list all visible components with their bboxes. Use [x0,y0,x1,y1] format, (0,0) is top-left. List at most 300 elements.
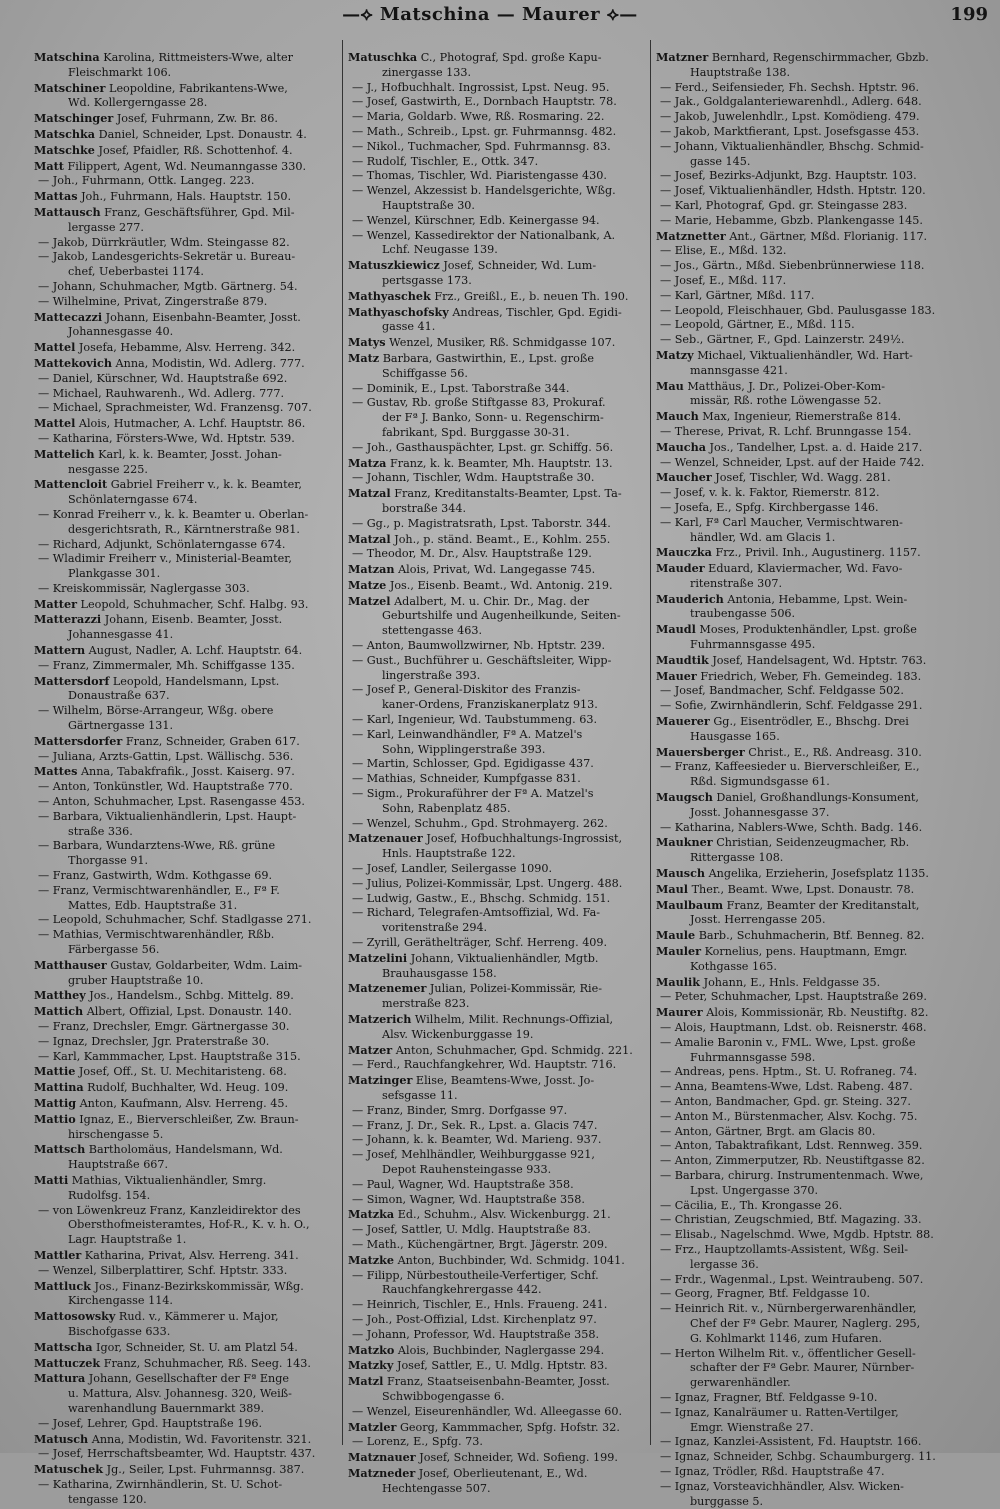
directory-entry: Matzal Joh., p. ständ. Beamt., E., Kohlm. 255. [348,532,644,548]
directory-entry: Mattes Anna, Tabakfrafik., Josst. Kaiserg. 97. [34,764,336,780]
directory-entry: Mauler Kornelius, pens. Hauptmann, Emgr. [656,944,966,960]
entry-surname: Matschinger [34,111,113,125]
entry-surname: Maugsch [656,790,713,804]
sub-entry: — Christian, Zeugschmied, Btf. Magazing. 33. [656,1213,966,1228]
sub-entry: — Julius, Polizei-Kommissär, Lpst. Ungerg. 488. [348,877,644,892]
directory-entry: Maulik Johann, E., Hnls. Feldgasse 35. [656,975,966,991]
entry-continuation: hirschengasse 5. [34,1128,336,1143]
directory-entry: Matt Filippert, Agent, Wd. Neumanngasse 330. [34,159,336,175]
sub-entry: — Gust., Buchführer u. Geschäftsleiter, Wipp- [348,654,644,669]
sub-entry: — Kreiskommissär, Naglergasse 303. [34,582,336,597]
entry-surname: Mauler [656,944,701,958]
directory-entry: Mauer Friedrich, Weber, Fh. Gemeindeg. 183. [656,669,966,685]
entry-continuation: Brauhausgasse 158. [348,967,644,982]
entry-continuation: merstraße 823. [348,997,644,1012]
entry-continuation: straße 336. [34,825,336,840]
directory-entry: Mattura Johann, Gesellschafter der Fª Enge [34,1371,336,1387]
sub-entry: — Sofie, Zwirnhändlerin, Schf. Feldgasse 291. [656,699,966,714]
sub-entry: — Anton, Zimmerputzer, Rb. Neustiftgasse 82. [656,1154,966,1169]
entry-surname: Mausch [656,866,705,880]
entry-surname: Matzka [348,1207,394,1221]
sub-entry: — Elisab., Nagelschmd. Wwe, Mgdb. Hptstr. 88. [656,1228,966,1243]
entry-surname: Matterazzi [34,612,101,626]
entry-surname: Mauczka [656,545,712,559]
entry-continuation: warenhandlung Bauernmarkt 389. [34,1402,336,1417]
entry-continuation: Rittergasse 108. [656,851,966,866]
directory-entry: Matzenauer Josef, Hofbuchhaltungs-Ingrossist, [348,831,644,847]
sub-entry: — Therese, Privat, R. Lchf. Brunngasse 154. [656,425,966,440]
directory-entry: Maucha Jos., Tandelher, Lpst. a. d. Haide 217. [656,440,966,456]
sub-entry: — Dominik, E., Lpst. Taborstraße 344. [348,382,644,397]
entry-continuation: Emgr. Wienstraße 27. [656,1421,966,1436]
sub-entry: — Franz, Vermischtwarenhändler, E., Fª F. [34,884,336,899]
sub-entry: — Wilhelmine, Privat, Zingerstraße 879. [34,295,336,310]
directory-entry: Mauczka Frz., Privil. Inh., Augustinerg. 1157. [656,545,966,561]
entry-surname: Matza [348,456,386,470]
directory-entry: Mattscha Igor, Schneider, St. U. am Platzl 54. [34,1340,336,1356]
entry-continuation: pertsgasse 173. [348,274,644,289]
directory-entry: Matz Barbara, Gastwirthin, E., Lpst. große [348,351,644,367]
sub-entry: — Simon, Wagner, Wd. Hauptstraße 358. [348,1193,644,1208]
directory-entry: Maul Ther., Beamt. Wwe, Lpst. Donaustr. 78. [656,882,966,898]
sub-entry: — Karl, Leinwandhändler, Fª A. Matzel's [348,728,644,743]
entry-surname: Mattura [34,1371,85,1385]
sub-entry: — Anton, Tonkünstler, Wd. Hauptstraße 770. [34,780,336,795]
entry-surname: Mauerer [656,714,710,728]
sub-entry: — Josef, Gastwirth, E., Dornbach Hauptstr. 78. [348,95,644,110]
entry-surname: Mattersdorfer [34,734,122,748]
column-divider [650,40,651,1445]
directory-entry: Mattel Josefa, Hebamme, Alsv. Herreng. 342. [34,340,336,356]
entry-surname: Mattekovich [34,356,112,370]
directory-entry: Matzy Michael, Viktualienhändler, Wd. Hart- [656,348,966,364]
sub-entry: — Theodor, M. Dr., Alsv. Hauptstraße 129. [348,547,644,562]
entry-continuation: Plankgasse 301. [34,567,336,582]
sub-entry: — Karl, Ingenieur, Wd. Taubstummeng. 63. [348,713,644,728]
directory-entry: Mattig Anton, Kaufmann, Alsv. Herreng. 45. [34,1096,336,1112]
entry-continuation: schafter der Fª Gebr. Maurer, Nürnber- [656,1361,966,1376]
entry-surname: Mauch [656,409,699,423]
sub-entry: — Josef, v. k. k. Faktor, Riemerstr. 812. [656,486,966,501]
entry-surname: Matze [348,578,386,592]
sub-entry: — Filipp, Nürbestoutheile-Verfertiger, Schf. [348,1269,644,1284]
sub-entry: — Ignaz, Kanzlei-Assistent, Fd. Hauptstr. 166. [656,1435,966,1450]
entry-continuation: gerwarenhändler. [656,1376,966,1391]
entry-surname: Mathyaschek [348,289,431,303]
directory-entry: Mattecazzi Johann, Eisenbahn-Beamter, Josst. [34,310,336,326]
sub-entry: — Josef, Viktualienhändler, Hdsth. Hptstr. 120. [656,184,966,199]
directory-entry: Matzel Adalbert, M. u. Chir. Dr., Mag. der [348,594,644,610]
directory-entry: Matter Leopold, Schuhmacher, Schf. Halbg. 93. [34,597,336,613]
entry-surname: Maucher [656,470,712,484]
entry-surname: Matschiner [34,81,105,95]
directory-entry: Matterazzi Johann, Eisenb. Beamter, Josst. [34,612,336,628]
sub-entry: — Amalie Baronin v., FML. Wwe, Lpst. große [656,1036,966,1051]
column-2 [348,50,644,1445]
directory-entry: Matusch Anna, Modistin, Wd. Favoritenstr. 321. [34,1432,336,1448]
sub-entry: — Ludwig, Gastw., E., Bhschg. Schmidg. 151. [348,892,644,907]
directory-entry: Mathyaschek Frz., Greißl., E., b. neuen Th. 190. [348,289,644,305]
sub-entry: — Jakob, Juwelenhdlr., Lpst. Komödieng. 479. [656,110,966,125]
entry-surname: Matter [34,597,77,611]
sub-entry: — Jakob, Dürrkräutler, Wdm. Steingasse 82. [34,236,336,251]
entry-continuation: lingerstraße 393. [348,669,644,684]
entry-surname: Matuszkiewicz [348,258,440,272]
sub-entry: — Anton, Bandmacher, Gpd. gr. Steing. 327. [656,1095,966,1110]
entry-continuation: desgerichtsrath, R., Kärntnerstraße 981. [34,523,336,538]
sub-entry: — Wenzel, Schneider, Lpst. auf der Haide 742. [656,456,966,471]
entry-continuation: lergasse 277. [34,221,336,236]
sub-entry: — Zyrill, Geräthelträger, Schf. Herreng. 409. [348,936,644,951]
directory-entry: Matschiner Leopoldine, Fabrikantens-Wwe, [34,81,336,97]
entry-surname: Matzner [656,50,708,64]
entry-surname: Matzneder [348,1466,415,1480]
sub-entry: — Frdr., Wagenmal., Lpst. Weintraubeng. 507. [656,1273,966,1288]
running-head: —⟡ Matschina — Maurer ⟡— [340,4,640,25]
sub-entry: — Richard, Telegrafen-Amtsoffizial, Wd. Fa- [348,906,644,921]
directory-entry: Matthey Jos., Handelsm., Schbg. Mittelg. 89. [34,988,336,1004]
entry-continuation: lergasse 36. [656,1258,966,1273]
sub-entry: — Mathias, Schneider, Kumpfgasse 831. [348,772,644,787]
sub-entry: — Heinrich, Tischler, E., Hnls. Fraueng. 241. [348,1298,644,1313]
sub-entry: — Ignaz, Drechsler, Jgr. Praterstraße 30. [34,1035,336,1050]
directory-entry: Matzan Alois, Privat, Wd. Langegasse 745. [348,562,644,578]
entry-continuation: Schwibbogengasse 6. [348,1390,644,1405]
entry-surname: Matz [348,351,379,365]
directory-entry: Mattern August, Nadler, A. Lchf. Hauptstr. 64. [34,643,336,659]
entry-surname: Mauer [656,669,697,683]
sub-entry: — Josef, Landler, Seilergasse 1090. [348,862,644,877]
entry-continuation: gruber Hauptstraße 10. [34,974,336,989]
entry-surname: Mauersberger [656,745,745,759]
entry-continuation: Färbergasse 56. [34,943,336,958]
entry-continuation: Hausgasse 165. [656,730,966,745]
entry-continuation: zinergasse 133. [348,66,644,81]
sub-entry: — Seb., Gärtner, F., Gpd. Lainzerstr. 249½. [656,333,966,348]
entry-surname: Matthey [34,988,86,1002]
directory-entry: Mattler Katharina, Privat, Alsv. Herreng. 341. [34,1248,336,1264]
sub-entry: — Thomas, Tischler, Wd. Piaristengasse 430. [348,169,644,184]
entry-surname: Maulbaum [656,898,723,912]
directory-entry: Matschina Karolina, Rittmeisters-Wwe, alter [34,50,336,66]
sub-entry: — Anton, Tabaktrafikant, Ldst. Rennweg. 359. [656,1139,966,1154]
entry-surname: Matusch [34,1432,88,1446]
sub-entry: — Johann, k. k. Beamter, Wd. Marieng. 937. [348,1133,644,1148]
sub-entry: — Mathias, Vermischtwarenhändler, Rßb. [34,928,336,943]
directory-entry: Matzke Anton, Buchbinder, Wd. Schmidg. 1041. [348,1253,644,1269]
entry-continuation: Sohn, Rabenplatz 485. [348,802,644,817]
entry-surname: Matzinger [348,1073,412,1087]
entry-continuation: Lagr. Hauptstraße 1. [34,1233,336,1248]
entry-continuation: Fleischmarkt 106. [34,66,336,81]
sub-entry: — Karl, Gärtner, Mßd. 117. [656,289,966,304]
sub-entry: — Ignaz, Trödler, Rßd. Hauptstraße 47. [656,1465,966,1480]
entry-surname: Matzke [348,1253,394,1267]
directory-entry: Mattich Albert, Offizial, Lpst. Donaustr. 140. [34,1004,336,1020]
entry-continuation: Hauptstraße 30. [348,199,644,214]
entry-surname: Mattencloit [34,477,107,491]
entry-continuation: Schönlaterngasse 674. [34,493,336,508]
sub-entry: — Gustav, Rb. große Stiftgasse 83, Prokuraf. [348,396,644,411]
sub-entry: — Josefa, E., Spfg. Kirchbergasse 146. [656,501,966,516]
sub-entry: — Johann, Viktualienhändler, Bhschg. Schmid- [656,140,966,155]
sub-entry: — Franz, Zimmermaler, Mh. Schiffgasse 135. [34,659,336,674]
sub-entry: — Franz, J. Dr., Sek. R., Lpst. a. Glacis 747. [348,1119,644,1134]
sub-entry: — Wenzel, Silberplattirer, Schf. Hptstr. 333. [34,1264,336,1279]
entry-surname: Mattluck [34,1279,91,1293]
entry-continuation: Gärtnergasse 131. [34,719,336,734]
entry-surname: Matuschka [348,50,417,64]
sub-entry: — Elise, E., Mßd. 132. [656,244,966,259]
entry-continuation: Lchf. Neugasse 139. [348,243,644,258]
sub-entry: — Math., Schreib., Lpst. gr. Fuhrmannsg. 482. [348,125,644,140]
entry-continuation: Rauchfangkehrergasse 442. [348,1283,644,1298]
sub-entry: — Leopold, Fleischhauer, Gbd. Paulusgasse 183. [656,304,966,319]
sub-entry: — Daniel, Kürschner, Wd. Hauptstraße 692. [34,372,336,387]
sub-entry: — Rudolf, Tischler, E., Ottk. 347. [348,155,644,170]
directory-entry: Matti Mathias, Viktualienhändler, Smrg. [34,1173,336,1189]
directory-entry: Matzelini Johann, Viktualienhändler, Mgtb. [348,951,644,967]
sub-entry: — Paul, Wagner, Wd. Hauptstraße 358. [348,1178,644,1193]
entry-surname: Matzan [348,562,395,576]
entry-surname: Matys [348,335,386,349]
sub-entry: — Georg, Fragner, Btf. Feldgasse 10. [656,1287,966,1302]
directory-entry: Mattosowsky Rud. v., Kämmerer u. Major, [34,1309,336,1325]
directory-entry: Matzenemer Julian, Polizei-Kommissär, Rie- [348,981,644,997]
entry-continuation: missär, Rß. rothe Löwengasse 52. [656,394,966,409]
sub-entry: — Alois, Hauptmann, Ldst. ob. Reisnerstr. 468. [656,1021,966,1036]
directory-entry: Maudl Moses, Produktenhändler, Lpst. große [656,622,966,638]
entry-continuation: Obersthofmeisteramtes, Hof-R., K. v. h. O., [34,1218,336,1233]
entry-continuation: Hauptstraße 667. [34,1158,336,1173]
sub-entry: — Andreas, pens. Hptm., St. U. Rofraneg. 74. [656,1065,966,1080]
entry-continuation: der Fª J. Banko, Sonn- u. Regenschirm- [348,411,644,426]
sub-entry: — Peter, Schuhmacher, Lpst. Hauptstraße 269. [656,990,966,1005]
directory-entry: Mauersberger Christ., E., Rß. Andreasg. 310. [656,745,966,761]
directory-entry: Mattersdorfer Franz, Schneider, Graben 617. [34,734,336,750]
sub-entry: — Josef, E., Mßd. 117. [656,274,966,289]
entry-surname: Matzel [348,594,391,608]
entry-continuation: Fuhrmannsgasse 495. [656,638,966,653]
sub-entry: — Franz, Kaffeesieder u. Bierverschleißer, E., [656,760,966,775]
entry-continuation: Mattes, Edb. Hauptstraße 31. [34,899,336,914]
entry-surname: Matznetter [656,229,726,243]
directory-entry: Mattekovich Anna, Modistin, Wd. Adlerg. 777. [34,356,336,372]
entry-continuation: voritenstraße 294. [348,921,644,936]
entry-continuation: Alsv. Wickenburggasse 19. [348,1028,644,1043]
directory-entry: Mauch Max, Ingenieur, Riemerstraße 814. [656,409,966,425]
entry-surname: Matzl [348,1374,383,1388]
sub-entry: — Anna, Beamtens-Wwe, Ldst. Rabeng. 487. [656,1080,966,1095]
sub-entry: — Josef, Lehrer, Gpd. Hauptstraße 196. [34,1417,336,1432]
directory-entry: Matzky Josef, Sattler, E., U. Mdlg. Hptstr. 83. [348,1358,644,1374]
entry-surname: Matzal [348,532,391,546]
sub-entry: — Jakob, Landesgerichts-Sekretär u. Bureau- [34,250,336,265]
directory-entry: Mattina Rudolf, Buchhalter, Wd. Heug. 109. [34,1080,336,1096]
entry-continuation: u. Mattura, Alsv. Johannesg. 320, Weiß- [34,1387,336,1402]
sub-entry: — Anton, Gärtner, Brgt. am Glacis 80. [656,1125,966,1140]
sub-entry: — Michael, Sprachmeister, Wd. Franzensg. 707. [34,401,336,416]
directory-entry: Mattas Joh., Fuhrmann, Hals. Hauptstr. 150. [34,189,336,205]
sub-entry: — von Löwenkreuz Franz, Kanzleidirektor des [34,1204,336,1219]
directory-entry: Mauder Eduard, Klaviermacher, Wd. Favo- [656,561,966,577]
sub-entry: — Jos., Gärtn., Mßd. Siebenbrünnerwiese 118. [656,259,966,274]
entry-continuation: Johannesgasse 40. [34,325,336,340]
entry-continuation: Josst. Herrengasse 205. [656,913,966,928]
sub-entry: — Frz., Hauptzollamts-Assistent, Wßg. Seil- [656,1243,966,1258]
entry-surname: Mattelich [34,447,95,461]
entry-surname: Matzer [348,1043,392,1057]
sub-entry: — Ferd., Seifensieder, Fh. Sechsh. Hptstr. 96. [656,81,966,96]
directory-entry: Mattel Alois, Hutmacher, A. Lchf. Hauptstr. 86. [34,416,336,432]
entry-continuation: chef, Ueberbastei 1174. [34,265,336,280]
entry-surname: Maucha [656,440,706,454]
sub-entry: — Ignaz, Schneider, Schbg. Schaumburgerg. 11. [656,1450,966,1465]
sub-entry: — Joh., Gasthauspächter, Lpst. gr. Schiffg. 56. [348,441,644,456]
sub-entry: — Josef, Sattler, U. Mdlg. Hauptstraße 83. [348,1223,644,1238]
sub-entry: — Martin, Schlosser, Gpd. Egidigasse 437. [348,757,644,772]
sub-entry: — Ignaz, Kanalräumer u. Ratten-Vertilger, [656,1406,966,1421]
directory-entry: Matzinger Elise, Beamtens-Wwe, Josst. Jo- [348,1073,644,1089]
entry-surname: Matschka [34,127,95,141]
sub-entry: — Wenzel, Eiseurenhändler, Wd. Alleegasse 60. [348,1405,644,1420]
directory-entry: Matschinger Josef, Fuhrmann, Zw. Br. 86. [34,111,336,127]
entry-continuation: burggasse 5. [656,1495,966,1509]
entry-continuation: Chef der Fª Gebr. Maurer, Naglerg. 295, [656,1317,966,1332]
entry-surname: Mattler [34,1248,81,1262]
entry-surname: Matzelini [348,951,407,965]
entry-continuation: mannsgasse 421. [656,364,966,379]
entry-surname: Matzy [656,348,694,362]
sub-entry: — Josef, Bezirks-Adjunkt, Bzg. Hauptstr. 103. [656,169,966,184]
directory-entry: Matys Wenzel, Musiker, Rß. Schmidgasse 107. [348,335,644,351]
directory-entry: Matzer Anton, Schuhmacher, Gpd. Schmidg. 221. [348,1043,644,1059]
entry-continuation: Kothgasse 165. [656,960,966,975]
directory-entry: Mattersdorf Leopold, Handelsmann, Lpst. [34,674,336,690]
sub-entry: — Katharina, Nablers-Wwe, Schth. Badg. 146. [656,821,966,836]
sub-entry: — Joh., Fuhrmann, Ottk. Langeg. 223. [34,174,336,189]
directory-entry: Matzko Alois, Buchbinder, Naglergasse 294. [348,1343,644,1359]
entry-continuation: Schiffgasse 56. [348,367,644,382]
entry-surname: Mattuczek [34,1356,100,1370]
sub-entry: — Maria, Goldarb. Wwe, Rß. Rosmaring. 22. [348,110,644,125]
directory-entry: Matznetter Ant., Gärtner, Mßd. Florianig. 117. [656,229,966,245]
directory-entry: Maulbaum Franz, Beamter der Kreditanstalt, [656,898,966,914]
sub-entry: — Barbara, Viktualienhändlerin, Lpst. Haupt- [34,810,336,825]
sub-entry: — Michael, Rauhwarenh., Wd. Adlerg. 777. [34,387,336,402]
entry-surname: Mattersdorf [34,674,109,688]
sub-entry: — Juliana, Arzts-Gattin, Lpst. Wällischg. 536. [34,750,336,765]
entry-surname: Matznauer [348,1450,416,1464]
entry-surname: Maudtik [656,653,709,667]
entry-surname: Matschina [34,50,100,64]
sub-entry: — Franz, Drechsler, Emgr. Gärtnergasse 30. [34,1020,336,1035]
entry-surname: Maudl [656,622,696,636]
entry-surname: Mattscha [34,1340,92,1354]
entry-continuation: gasse 41. [348,320,644,335]
sub-entry: — Katharina, Försters-Wwe, Wd. Hptstr. 539. [34,432,336,447]
sub-entry: — Ignaz, Vorsteavichhändler, Alsv. Wicken- [656,1480,966,1495]
directory-entry: Matuschek Jg., Seiler, Lpst. Fuhrmannsg. 387. [34,1462,336,1478]
sub-entry: — Ignaz, Fragner, Btf. Feldgasse 9-10. [656,1391,966,1406]
entry-surname: Mau [656,379,684,393]
sub-entry: — Ferd., Rauchfangkehrer, Wd. Hauptstr. 716. [348,1058,644,1073]
directory-entry: Mattelich Karl, k. k. Beamter, Josst. Johan- [34,447,336,463]
sub-entry: — Johann, Schuhmacher, Mgtb. Gärtnerg. 54. [34,280,336,295]
entry-surname: Mattsch [34,1142,85,1156]
entry-surname: Matt [34,159,64,173]
entry-continuation: Donaustraße 637. [34,689,336,704]
sub-entry: — Karl, Photograf, Gpd. gr. Steingasse 283. [656,199,966,214]
entry-continuation: händler, Wd. am Glacis 1. [656,531,966,546]
entry-continuation: Josst. Johannesgasse 37. [656,806,966,821]
sub-entry: — Jak., Goldgalanteriewarenhdl., Adlerg. 648. [656,95,966,110]
entry-surname: Mattern [34,643,85,657]
column-1 [34,50,336,1445]
entry-surname: Matzenemer [348,981,426,995]
sub-entry: — Herton Wilhelm Rit. v., öffentlicher Gesell- [656,1347,966,1362]
sub-entry: — Leopold, Gärtner, E., Mßd. 115. [656,318,966,333]
sub-entry: — Cäcilia, E., Th. Krongasse 26. [656,1199,966,1214]
sub-entry: — Franz, Binder, Smrg. Dorfgasse 97. [348,1104,644,1119]
sub-entry: — Anton M., Bürstenmacher, Alsv. Kochg. 75. [656,1110,966,1125]
entry-surname: Mathyaschofsky [348,305,449,319]
sub-entry: — Nikol., Tuchmacher, Spd. Fuhrmannsg. 83. [348,140,644,155]
entry-surname: Mattio [34,1112,76,1126]
directory-entry: Matzler Georg, Kammmacher, Spfg. Hofstr. 32. [348,1420,644,1436]
entry-surname: Matzko [348,1343,394,1357]
entry-continuation: Geburtshilfe und Augenheilkunde, Seiten- [348,609,644,624]
directory-entry: Mattausch Franz, Geschäftsführer, Gpd. Mil- [34,205,336,221]
entry-surname: Mattausch [34,205,101,219]
sub-entry: — Josef, Mehlhändler, Weihburggasse 921, [348,1148,644,1163]
entry-surname: Mattosowsky [34,1309,115,1323]
entry-surname: Matzler [348,1420,396,1434]
sub-entry: — Johann, Tischler, Wdm. Hauptstraße 30. [348,471,644,486]
directory-entry: Maule Barb., Schuhmacherin, Btf. Benneg. 82. [656,928,966,944]
entry-surname: Mattas [34,189,78,203]
sub-entry: — Josef, Bandmacher, Schf. Feldgasse 502. [656,684,966,699]
entry-continuation: Sohn, Wipplingerstraße 393. [348,743,644,758]
entry-continuation: Hnls. Hauptstraße 122. [348,847,644,862]
column-divider [342,40,343,1445]
directory-entry: Mattsch Bartholomäus, Handelsmann, Wd. [34,1142,336,1158]
sub-entry: — Barbara, chirurg. Instrumentenmach. Wwe, [656,1169,966,1184]
entry-surname: Mattel [34,340,75,354]
entry-continuation: fabrikant, Spd. Burggasse 30-31. [348,426,644,441]
entry-surname: Maulik [656,975,700,989]
sub-entry: — Wenzel, Schuhm., Gpd. Strohmayerg. 262. [348,817,644,832]
entry-continuation: sefsgasse 11. [348,1089,644,1104]
entry-continuation: stettengasse 463. [348,624,644,639]
directory-entry: Maukner Christian, Seidenzeugmacher, Rb. [656,835,966,851]
sub-entry: — Heinrich Rit. v., Nürnbergerwarenhändler, [656,1302,966,1317]
entry-continuation: Bischofgasse 633. [34,1325,336,1340]
sub-entry: — Leopold, Schuhmacher, Schf. Stadlgasse 271. [34,913,336,928]
sub-entry: — Sigm., Prokuraführer der Fª A. Matzel's [348,787,644,802]
entry-surname: Mauderich [656,592,724,606]
entry-surname: Matschke [34,143,95,157]
entry-surname: Mattie [34,1064,75,1078]
sub-entry: — Math., Küchengärtner, Brgt. Jägerstr. 209. [348,1238,644,1253]
sub-entry: — Wenzel, Kürschner, Edb. Keinergasse 94. [348,214,644,229]
directory-entry: Matschke Josef, Pfaidler, Rß. Schottenhof. 4. [34,143,336,159]
entry-surname: Mattich [34,1004,83,1018]
directory-entry: Maurer Alois, Kommissionär, Rb. Neustiftg. 82. [656,1005,966,1021]
directory-entry: Maucher Josef, Tischler, Wd. Wagg. 281. [656,470,966,486]
sub-entry: — Anton, Baumwollzwirner, Nb. Hptstr. 239. [348,639,644,654]
sub-entry: — Karl, Fª Carl Maucher, Vermischtwaren- [656,516,966,531]
